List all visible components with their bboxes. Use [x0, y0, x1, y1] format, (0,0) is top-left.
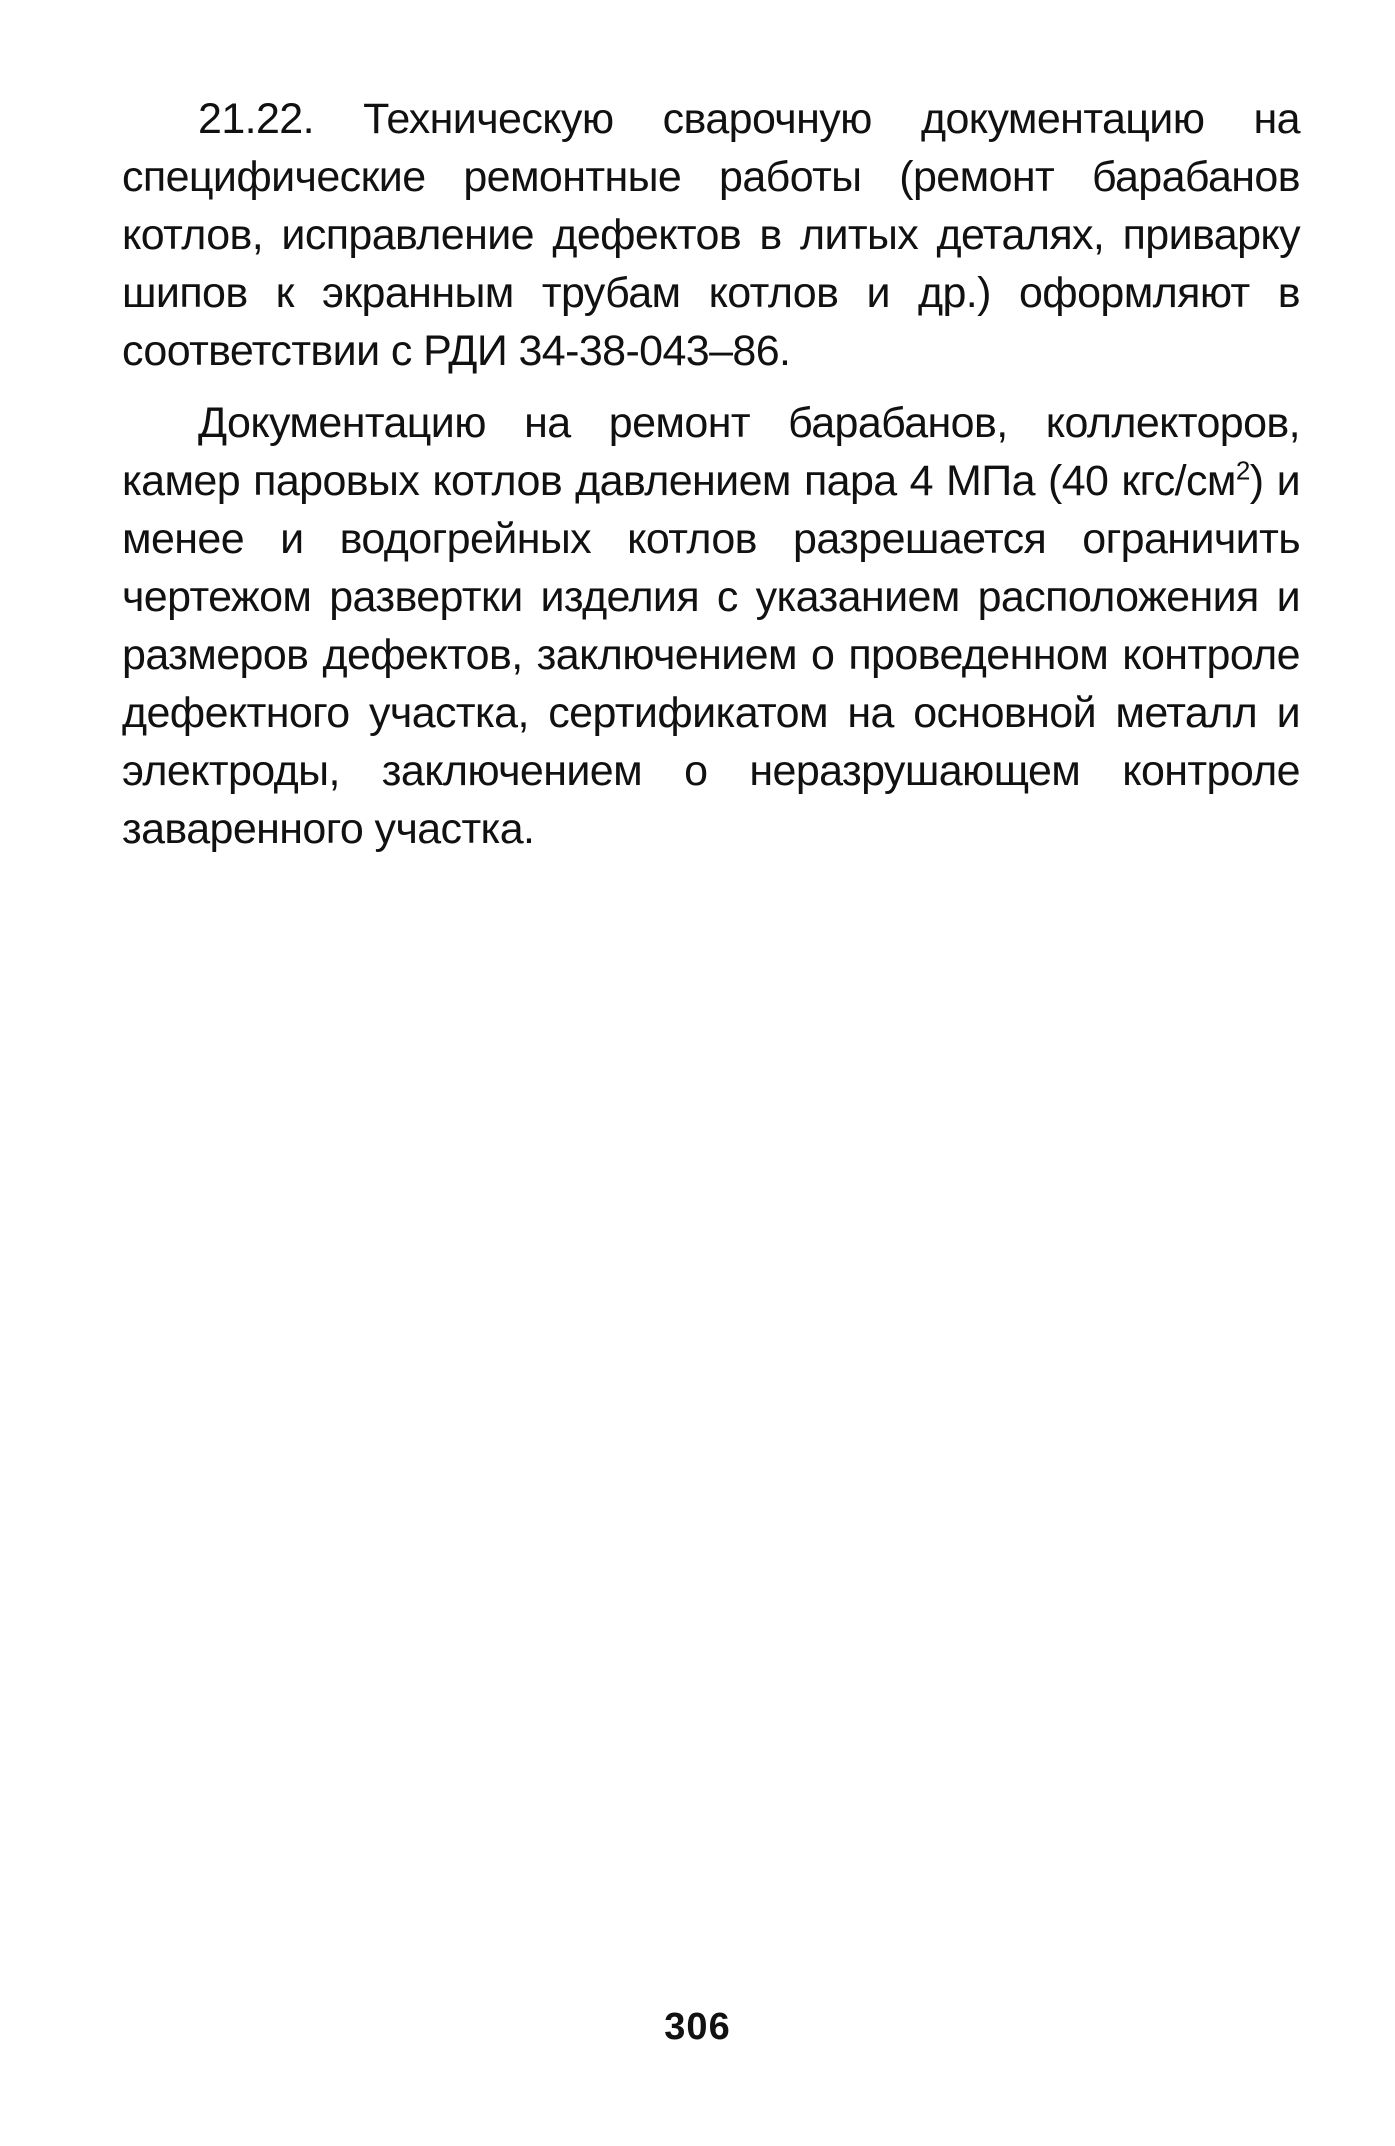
paragraph-documentation-repair — [122, 394, 1300, 858]
paragraph-text-after-superscript: ) и менее и водогрейных котлов разрешается ограничить чертежом развертки изделия с указанием расположения и размеров дефектов, заключением о проведенном контроле дефектного участка, сертификатом на основной металл и электроды, заключением о неразрушающем контроле заваренного участка. — [122, 457, 1300, 853]
paragraph-21-22: 21.22. Техническую сварочную документацию на специфические ремонтные работы (ремонт барабанов котлов, исправление дефектов в литых деталях, приварку шипов к экранным трубам котлов и др.) оформляют в соответствии с РДИ 34-38-043–86. — [122, 95, 1300, 375]
paragraph-text-before-superscript: Документацию на ремонт барабанов, коллекторов, камер паровых котлов давлением пара 4 МПа (40 кгс/см — [122, 399, 1300, 505]
body-text — [122, 90, 1300, 858]
superscript-square: 2 — [1235, 455, 1250, 486]
page-number: 306 — [664, 2006, 731, 2048]
